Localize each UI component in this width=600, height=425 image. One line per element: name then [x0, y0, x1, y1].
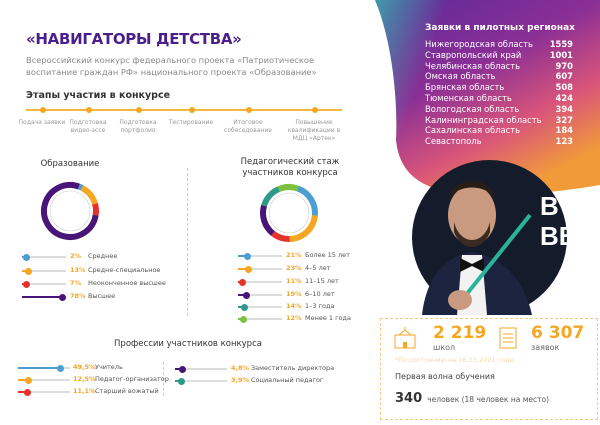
experience-bar-dot	[243, 292, 250, 299]
professions-bar	[18, 391, 70, 393]
stage-label: Повышение квалификации в МДЦ «Артек»	[287, 119, 341, 142]
professions-bar	[18, 379, 70, 381]
region-name: Ставропольский край	[425, 49, 522, 60]
document-icon	[499, 327, 517, 349]
professions-label: Старший вожатый	[95, 387, 159, 395]
region-name: Брянская область	[425, 82, 505, 93]
education-label: Высшее	[88, 292, 116, 300]
region-count: 970	[555, 60, 573, 71]
region-row	[425, 39, 573, 50]
education-segment	[79, 187, 82, 188]
region-name: Челябинская область	[425, 60, 521, 71]
wave-text: человек (18 человек на место)	[427, 395, 550, 404]
experience-pct: 19%	[286, 290, 302, 298]
region-name: Севастополь	[425, 136, 482, 147]
education-segment	[82, 188, 95, 204]
region-row	[425, 136, 573, 147]
experience-segment	[263, 206, 273, 234]
education-label: Средне-специальное	[88, 266, 161, 274]
professions-pct: 3,9%	[231, 376, 250, 384]
regions-title: Заявки в пилотных регионах	[425, 23, 575, 33]
professions-bar	[175, 368, 227, 370]
wave-title: Первая волна обучения	[395, 372, 495, 381]
region-count: 1001	[549, 49, 573, 60]
schools-count: 2 219	[433, 323, 487, 343]
region-row	[425, 115, 573, 126]
professions-pct: 11,1%	[73, 387, 96, 395]
professions-label: Заместитель директора	[251, 364, 335, 372]
wave-count: 340	[395, 391, 423, 406]
experience-bar-dot	[245, 266, 252, 273]
professions-title: Профессии участников конкурса	[114, 339, 262, 349]
education-label: Неоконченное высшее	[88, 279, 166, 287]
experience-bar-dot	[241, 304, 248, 311]
professions-bar-dot	[179, 366, 186, 373]
professions-bar	[175, 380, 227, 382]
experience-segment	[290, 216, 315, 239]
experience-label: Более 15 лет	[305, 251, 350, 259]
svg-text:ВВ: ВВ	[540, 221, 578, 251]
region-row	[425, 71, 573, 82]
region-row	[425, 104, 573, 115]
experience-label: 4–5 лет	[305, 264, 331, 272]
page-title: «НАВИГАТОРЫ ДЕТСТВА»	[26, 30, 242, 48]
schools-label: школ	[433, 343, 456, 352]
stage-dot	[189, 107, 195, 113]
education-bar	[22, 270, 66, 272]
stage-dot	[246, 107, 252, 113]
experience-label: Менее 1 года	[305, 314, 351, 322]
education-bar-dot	[23, 254, 30, 261]
experience-bar	[238, 318, 282, 320]
region-count: 184	[555, 125, 573, 136]
svg-text:В: В	[540, 191, 559, 221]
education-pct: 13%	[70, 266, 86, 274]
regions-panel	[425, 23, 575, 147]
experience-pct: 14%	[286, 302, 302, 310]
experience-pct: 21%	[286, 251, 302, 259]
region-count: 1559	[549, 39, 573, 49]
stage-label: Итоговое собеседование	[224, 119, 272, 134]
education-bar-dot	[59, 294, 66, 301]
experience-bar-dot	[240, 316, 247, 323]
education-pct: 7%	[70, 279, 82, 287]
professions-pct: 12,5%	[73, 375, 96, 383]
region-count: 607	[555, 71, 573, 82]
region-name: Омская область	[425, 71, 496, 82]
experience-pct: 12%	[286, 314, 302, 322]
education-title: Образование	[40, 159, 100, 169]
stages-title: Этапы участия в конкурсе	[26, 90, 171, 101]
date-note: *По состоянию на 16.03.2021 года	[395, 356, 514, 364]
region-name: Сахалинская область	[425, 125, 521, 136]
education-bar	[22, 283, 66, 285]
page-subtitle: Всероссийский конкурс федерального проекта «Патриотическое воспитание граждан РФ» национального проекта «Образование»	[26, 55, 317, 77]
school-icon	[393, 327, 417, 349]
stage-dot	[40, 107, 46, 113]
experience-pct: 23%	[286, 264, 302, 272]
stage-dot	[136, 107, 142, 113]
education-bar	[22, 256, 66, 258]
experience-bar	[238, 294, 282, 296]
experience-label: 6–10 лет	[305, 290, 335, 298]
donut-inner-ring	[50, 191, 90, 231]
stage-label: Тестирование	[168, 119, 214, 126]
region-count: 327	[555, 114, 573, 125]
experience-segment	[298, 189, 315, 216]
stage-label: Подготовка видео-эссе	[69, 119, 107, 134]
region-count: 123	[555, 136, 573, 147]
education-segment	[95, 204, 96, 215]
experience-bar	[238, 281, 282, 283]
region-count: 424	[555, 92, 573, 103]
region-name: Тюменская область	[425, 92, 512, 103]
region-row	[425, 82, 573, 93]
education-label: Среднее	[88, 252, 118, 260]
divider	[187, 168, 188, 316]
region-name: Нижегородская область	[425, 39, 533, 49]
professions-label: Социальный педагог	[251, 376, 324, 384]
region-count: 508	[555, 82, 573, 93]
experience-bar-dot	[244, 253, 251, 260]
professions-pct: 4,8%	[231, 364, 250, 372]
professions-bar-fill	[18, 367, 61, 369]
region-row	[425, 61, 573, 72]
experience-segment	[273, 233, 290, 239]
experience-bar-dot	[239, 279, 246, 286]
professions-bar-dot	[57, 365, 64, 372]
region-row	[425, 93, 573, 104]
education-bar-dot	[25, 268, 32, 275]
stage-dot	[86, 107, 92, 113]
education-bar	[22, 296, 66, 298]
experience-pct: 11%	[286, 277, 302, 285]
stages-timeline	[26, 109, 342, 111]
education-bar-fill	[22, 296, 62, 298]
experience-bar	[238, 255, 282, 257]
education-bar-dot	[23, 281, 30, 288]
professions-pct: 49,5%	[73, 363, 96, 371]
professions-label: Учитель	[95, 363, 123, 371]
education-pct: 78%	[70, 292, 86, 300]
professions-bar-dot	[24, 389, 31, 396]
experience-bar	[238, 268, 282, 270]
professions-bar	[18, 367, 70, 369]
region-row	[425, 50, 573, 61]
experience-title: Педагогический стаж участников конкурса	[240, 157, 340, 178]
region-name: Калининградская область	[425, 114, 542, 125]
professions-bar-dot	[178, 378, 185, 385]
experience-donut-chart	[259, 183, 319, 243]
experience-segment	[279, 187, 298, 189]
experience-label: 11–15 лет	[305, 277, 339, 285]
stage-label: Подготовка портфолио	[119, 119, 157, 134]
stage-dot	[312, 107, 318, 113]
region-row	[425, 125, 573, 136]
donut-inner-ring	[269, 193, 309, 233]
applications-count: 6 307	[531, 323, 585, 343]
applications-label: заявок	[531, 343, 560, 352]
region-name: Вологодская область	[425, 103, 520, 114]
stage-label: Подача заявки	[18, 119, 66, 126]
experience-bar	[238, 306, 282, 308]
professions-bar-dot	[25, 377, 32, 384]
education-pct: 2%	[70, 252, 82, 260]
professions-label: Педагог-организатор	[95, 375, 169, 383]
region-count: 394	[555, 103, 573, 114]
stats-box	[380, 318, 598, 420]
speaker-photo	[412, 160, 578, 315]
education-donut-chart	[40, 181, 100, 241]
experience-label: 1–3 года	[305, 302, 335, 310]
